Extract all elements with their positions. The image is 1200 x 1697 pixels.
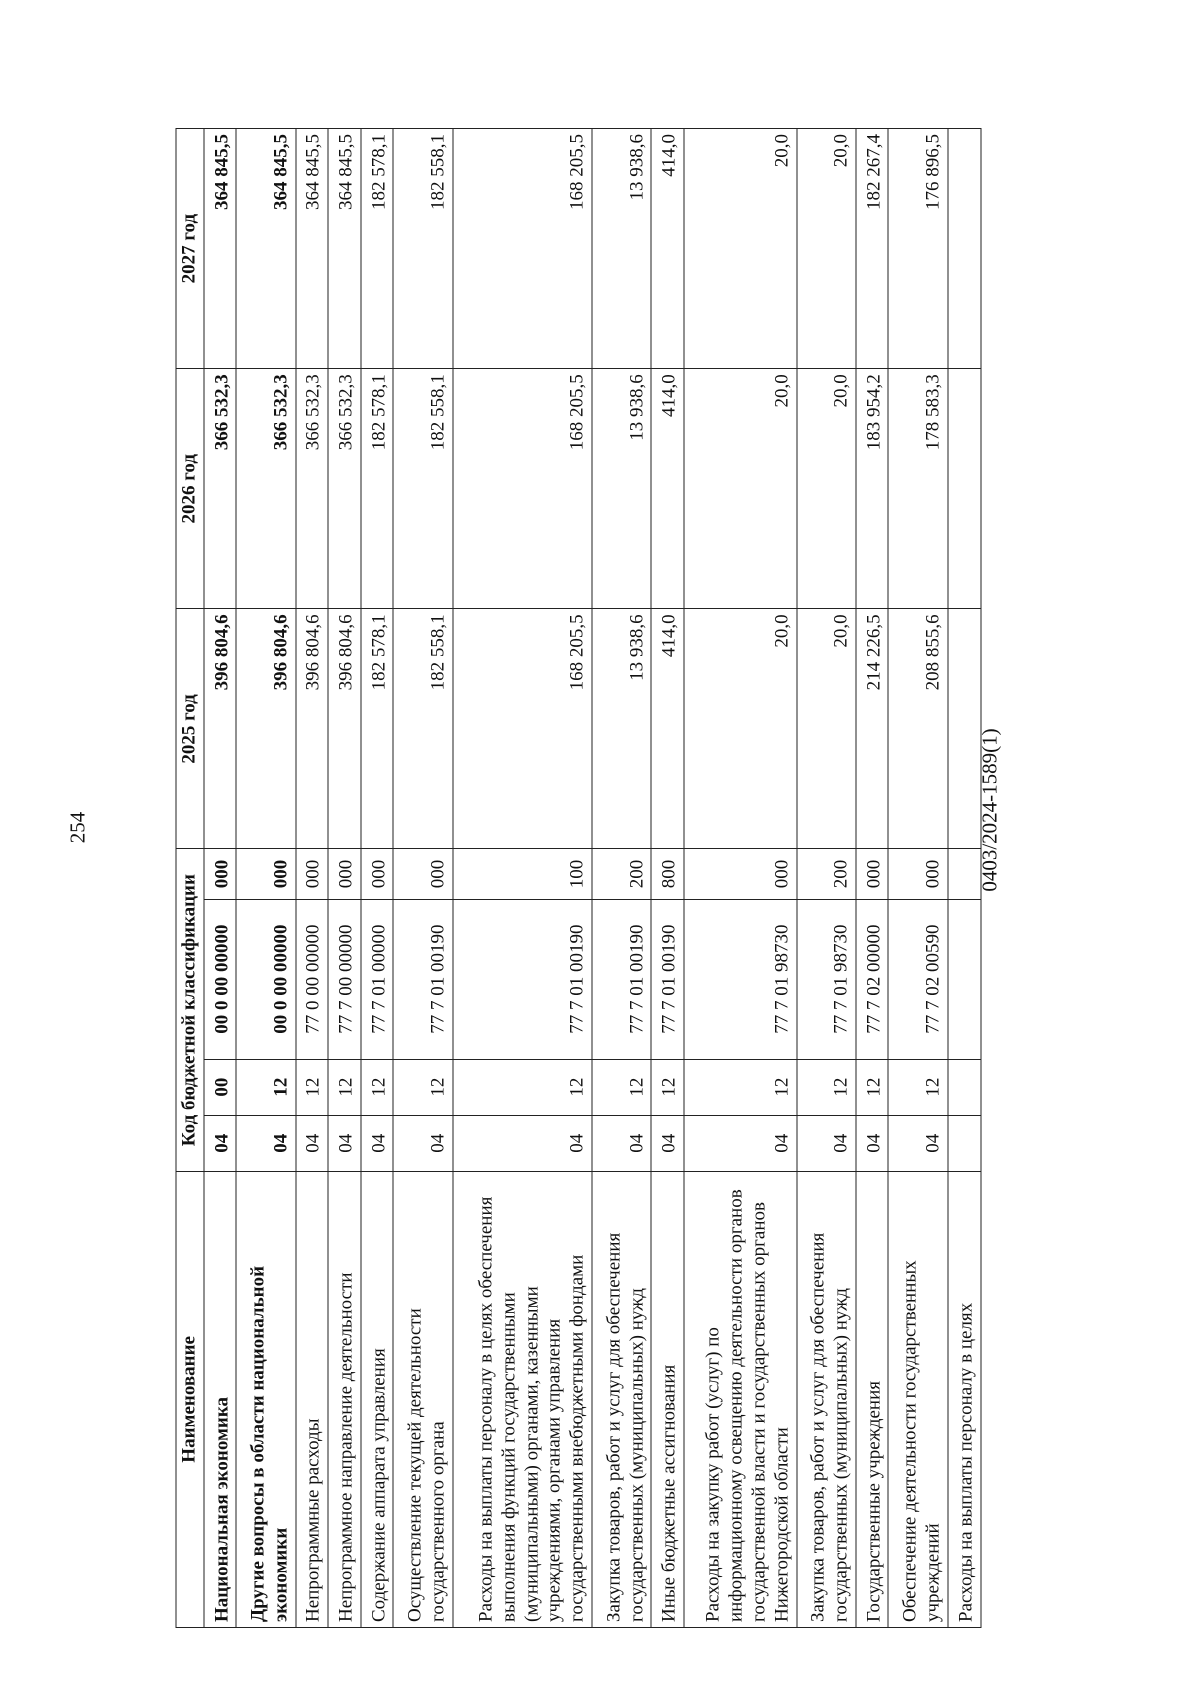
value-2026: 366 532,3 bbox=[296, 369, 329, 609]
expense-type-code: 000 bbox=[296, 849, 329, 899]
row-name: Иные бюджетные ассигнования bbox=[651, 1171, 684, 1627]
target-code: 77 7 02 00590 bbox=[888, 899, 947, 1059]
subsection-code: 12 bbox=[651, 1059, 684, 1115]
value-2027: 414,0 bbox=[651, 129, 684, 369]
section-code: 04 bbox=[296, 1115, 329, 1171]
subsection-code: 12 bbox=[684, 1059, 797, 1115]
subsection-code: 12 bbox=[797, 1059, 856, 1115]
value-2026: 366 532,3 bbox=[328, 369, 361, 609]
value-2027: 20,0 bbox=[797, 129, 856, 369]
table-row bbox=[888, 129, 947, 1628]
value-2026: 182 578,1 bbox=[361, 369, 394, 609]
subsection-code: 12 bbox=[361, 1059, 394, 1115]
table-row bbox=[453, 129, 592, 1628]
subsection-code: 12 bbox=[296, 1059, 329, 1115]
subsection-code: 12 bbox=[393, 1059, 452, 1115]
value-2026: 182 558,1 bbox=[393, 369, 452, 609]
row-name: Закупка товаров, работ и услуг для обеспечения государственных (муниципальных) нужд bbox=[797, 1171, 856, 1627]
value-2025: 182 558,1 bbox=[393, 609, 452, 849]
value-2027: 182 578,1 bbox=[361, 129, 394, 369]
table-row bbox=[393, 129, 452, 1628]
value-2027: 364 845,5 bbox=[204, 129, 237, 369]
table-row bbox=[204, 129, 237, 1628]
target-code: 77 7 01 00190 bbox=[393, 899, 452, 1059]
header-name: Наименование bbox=[176, 1171, 204, 1627]
table-row bbox=[684, 129, 797, 1628]
value-2027: 364 845,5 bbox=[328, 129, 361, 369]
value-2025: 414,0 bbox=[651, 609, 684, 849]
row-name: Обеспечение деятельности государственных учреждений bbox=[888, 1171, 947, 1627]
section-code: 04 bbox=[361, 1115, 394, 1171]
value-2027: 364 845,5 bbox=[296, 129, 329, 369]
value-2025: 168 205,5 bbox=[453, 609, 592, 849]
value-2027 bbox=[948, 129, 981, 369]
table-row bbox=[296, 129, 329, 1628]
target-code: 77 7 01 00190 bbox=[453, 899, 592, 1059]
subsection-code: 12 bbox=[592, 1059, 651, 1115]
value-2025: 396 804,6 bbox=[296, 609, 329, 849]
value-2026: 366 532,3 bbox=[204, 369, 237, 609]
target-code: 00 0 00 00000 bbox=[204, 899, 237, 1059]
value-2027: 13 938,6 bbox=[592, 129, 651, 369]
value-2027: 176 896,5 bbox=[888, 129, 947, 369]
section-code: 04 bbox=[797, 1115, 856, 1171]
subsection-code: 00 bbox=[204, 1059, 237, 1115]
value-2026: 13 938,6 bbox=[592, 369, 651, 609]
table-row bbox=[651, 129, 684, 1628]
value-2025: 214 226,5 bbox=[856, 609, 889, 849]
subsection-code: 12 bbox=[453, 1059, 592, 1115]
section-code: 04 bbox=[684, 1115, 797, 1171]
target-code: 77 7 01 00190 bbox=[651, 899, 684, 1059]
expense-type-code: 000 bbox=[684, 849, 797, 899]
section-code: 04 bbox=[651, 1115, 684, 1171]
target-code: 00 0 00 00000 bbox=[236, 899, 295, 1059]
section-code: 04 bbox=[888, 1115, 947, 1171]
target-code: 77 7 01 98730 bbox=[684, 899, 797, 1059]
document-code: 0403/2024-1589(1) bbox=[977, 728, 1002, 892]
header-code-group: Код бюджетной классификации bbox=[176, 849, 204, 1171]
expense-type-code: 000 bbox=[393, 849, 452, 899]
target-code: 77 7 01 00000 bbox=[361, 899, 394, 1059]
subsection-code: 12 bbox=[888, 1059, 947, 1115]
target-code: 77 7 02 00000 bbox=[856, 899, 889, 1059]
value-2025: 20,0 bbox=[797, 609, 856, 849]
budget-table bbox=[176, 128, 982, 1628]
section-code: 04 bbox=[393, 1115, 452, 1171]
value-2025: 396 804,6 bbox=[236, 609, 295, 849]
row-name: Расходы на выплаты персоналу в целях обеспечения выполнения функций государственными (муниципальными) органами, казенными учреждениями, органами управления государственными внебюджетными фондами bbox=[453, 1171, 592, 1627]
subsection-code bbox=[948, 1059, 981, 1115]
value-2026: 20,0 bbox=[684, 369, 797, 609]
subsection-code: 12 bbox=[236, 1059, 295, 1115]
value-2025: 208 855,6 bbox=[888, 609, 947, 849]
expense-type-code: 200 bbox=[797, 849, 856, 899]
subsection-code: 12 bbox=[856, 1059, 889, 1115]
value-2026: 20,0 bbox=[797, 369, 856, 609]
budget-table-container bbox=[176, 128, 981, 1628]
page-number: 254 bbox=[65, 811, 90, 844]
expense-type-code: 000 bbox=[236, 849, 295, 899]
value-2027: 182 267,4 bbox=[856, 129, 889, 369]
expense-type-code: 100 bbox=[453, 849, 592, 899]
value-2026: 414,0 bbox=[651, 369, 684, 609]
row-name: Содержание аппарата управления bbox=[361, 1171, 394, 1627]
row-name: Расходы на закупку работ (услуг) по информационному освещению деятельности органов государственной власти и государственных органов Нижегородской области bbox=[684, 1171, 797, 1627]
value-2025 bbox=[948, 609, 981, 849]
value-2025: 20,0 bbox=[684, 609, 797, 849]
section-code: 04 bbox=[453, 1115, 592, 1171]
section-code: 04 bbox=[236, 1115, 295, 1171]
value-2025: 13 938,6 bbox=[592, 609, 651, 849]
value-2026 bbox=[948, 369, 981, 609]
section-code: 04 bbox=[592, 1115, 651, 1171]
table-row bbox=[361, 129, 394, 1628]
section-code: 04 bbox=[328, 1115, 361, 1171]
row-name: Осуществление текущей деятельности государственного органа bbox=[393, 1171, 452, 1627]
expense-type-code: 000 bbox=[204, 849, 237, 899]
expense-type-code: 000 bbox=[888, 849, 947, 899]
table-row bbox=[948, 129, 981, 1628]
value-2027: 168 205,5 bbox=[453, 129, 592, 369]
expense-type-code: 800 bbox=[651, 849, 684, 899]
header-year-2026: 2026 год bbox=[176, 369, 204, 609]
row-name: Непрограммные расходы bbox=[296, 1171, 329, 1627]
table-row bbox=[328, 129, 361, 1628]
target-code: 77 7 00 00000 bbox=[328, 899, 361, 1059]
expense-type-code: 200 bbox=[592, 849, 651, 899]
section-code: 04 bbox=[856, 1115, 889, 1171]
target-code bbox=[948, 899, 981, 1059]
value-2027: 182 558,1 bbox=[393, 129, 452, 369]
table-row bbox=[856, 129, 889, 1628]
value-2026: 183 954,2 bbox=[856, 369, 889, 609]
value-2027: 20,0 bbox=[684, 129, 797, 369]
expense-type-code: 000 bbox=[328, 849, 361, 899]
target-code: 77 7 01 98730 bbox=[797, 899, 856, 1059]
value-2026: 178 583,3 bbox=[888, 369, 947, 609]
target-code: 77 0 00 00000 bbox=[296, 899, 329, 1059]
row-name: Национальная экономика bbox=[204, 1171, 237, 1627]
table-body bbox=[204, 129, 981, 1628]
table-row bbox=[236, 129, 295, 1628]
subsection-code: 12 bbox=[328, 1059, 361, 1115]
row-name: Закупка товаров, работ и услуг для обеспечения государственных (муниципальных) нужд bbox=[592, 1171, 651, 1627]
header-year-2027: 2027 год bbox=[176, 129, 204, 369]
row-name: Расходы на выплаты персоналу в целях bbox=[948, 1171, 981, 1627]
expense-type-code bbox=[948, 849, 981, 899]
value-2026: 168 205,5 bbox=[453, 369, 592, 609]
table-row bbox=[592, 129, 651, 1628]
section-code: 04 bbox=[204, 1115, 237, 1171]
row-name: Непрограммное направление деятельности bbox=[328, 1171, 361, 1627]
value-2026: 366 532,3 bbox=[236, 369, 295, 609]
value-2025: 182 578,1 bbox=[361, 609, 394, 849]
section-code bbox=[948, 1115, 981, 1171]
value-2025: 396 804,6 bbox=[328, 609, 361, 849]
row-name: Другие вопросы в области национальной экономики bbox=[236, 1171, 295, 1627]
expense-type-code: 000 bbox=[361, 849, 394, 899]
target-code: 77 7 01 00190 bbox=[592, 899, 651, 1059]
expense-type-code: 000 bbox=[856, 849, 889, 899]
value-2025: 396 804,6 bbox=[204, 609, 237, 849]
table-row bbox=[797, 129, 856, 1628]
header-year-2025: 2025 год bbox=[176, 609, 204, 849]
value-2027: 364 845,5 bbox=[236, 129, 295, 369]
row-name: Государственные учреждения bbox=[856, 1171, 889, 1627]
